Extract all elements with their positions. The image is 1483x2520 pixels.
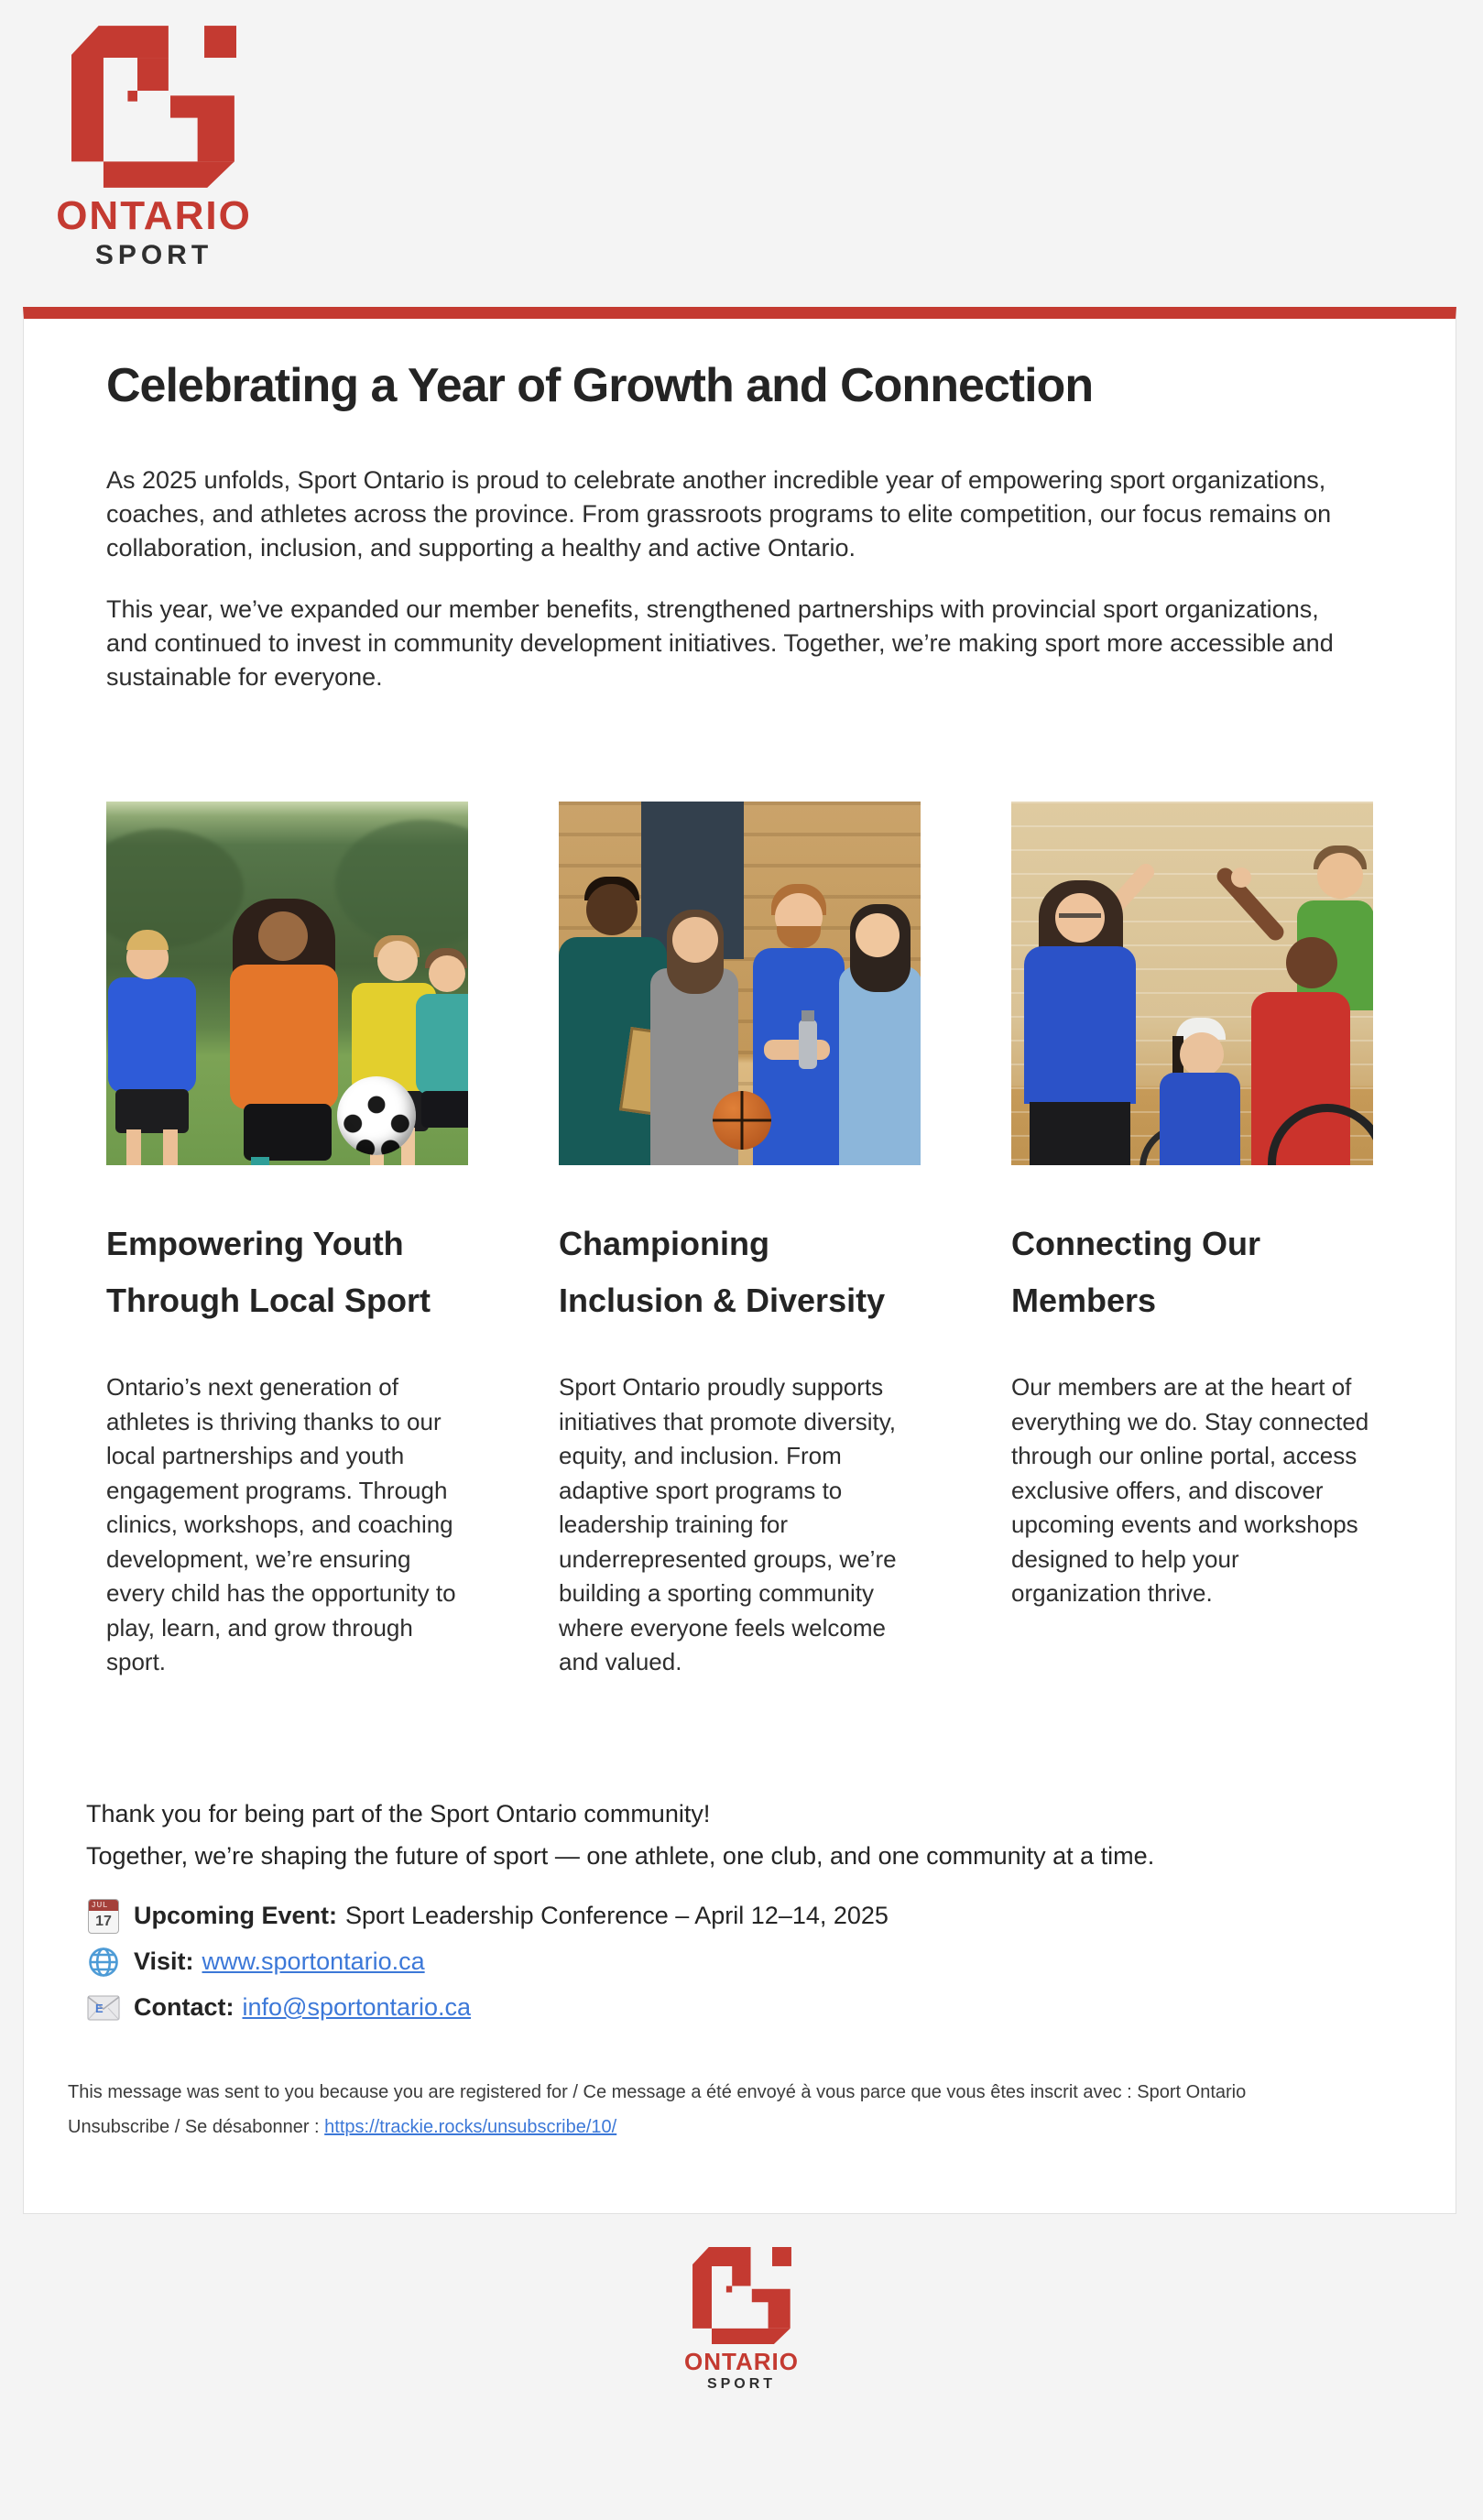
newsletter-card [23, 307, 1456, 2214]
info-label: Visit: [134, 1947, 194, 1975]
feature-columns [106, 802, 1373, 1680]
basketball-graphic [713, 1091, 771, 1150]
column-inclusion-diversity [559, 802, 921, 1680]
brand-wordmark-sub: SPORT [706, 2375, 777, 2392]
column-youth-sport [106, 802, 468, 1680]
column-heading: Connecting Our Members [1011, 1225, 1260, 1319]
column-connecting-members [1011, 802, 1373, 1680]
brand-logo [44, 26, 264, 272]
article-section [86, 358, 1393, 1680]
closing-message [86, 1793, 1393, 1877]
legal-footer-text [68, 2075, 1393, 2144]
info-text: Sport Leadership Conference – April 12–14, 2025 [345, 1902, 889, 1929]
brand-wordmark: ONTARIO [56, 193, 252, 238]
brand-wordmark-sub: SPORT [94, 240, 213, 270]
email-icon [86, 1995, 121, 2021]
info-label: Contact: [134, 1993, 234, 2021]
soccer-ball-graphic [337, 1076, 416, 1155]
info-line-upcoming-event [86, 1893, 1393, 1939]
column-body: Sport Ontario proudly supports initiatives that promote diversity, equity, and inclusion. From adaptive sport programs to leadership training for underrepresented groups, we’re building a sporting community where everyone feels welcome and valued. [559, 1373, 897, 1675]
visit-website-link[interactable]: www.sportontario.ca [202, 1947, 425, 1975]
legal-line: This message was sent to you because you are registered for / Ce message a été envoyé à vous parce que vous êtes inscrit avec : Sport Ontario [68, 2081, 1247, 2102]
sport-ontario-logo-mark-icon [71, 26, 236, 188]
intro-paragraph: This year, we’ve expanded our member benefits, strengthened partnerships with provincial sport organizations, and continued to invest in community development initiatives. Together, we’re making sport more accessible and sustainable for everyone. [106, 595, 1334, 691]
article-intro [106, 464, 1373, 694]
email-footer [0, 2214, 1483, 2394]
email-header [0, 0, 1483, 272]
legal-line [68, 2110, 1393, 2144]
globe-icon [86, 1946, 121, 1979]
column-heading: Empowering Youth Through Local Sport [106, 1225, 431, 1319]
column-heading: Championing Inclusion & Diversity [559, 1225, 886, 1319]
article-title: Celebrating a Year of Growth and Connection [106, 359, 1094, 412]
brand-wordmark: ONTARIO [684, 2347, 799, 2375]
svg-text:E: E [95, 2001, 104, 2015]
column-body: Ontario’s next generation of athletes is thriving thanks to our local partnerships and youth engagement programs. Through clinics, workshops, and coaching development, we’re ensuring every child has the opportunity to play, learn, and grow through sport. [106, 1373, 456, 1675]
info-lines [86, 1893, 1393, 2031]
unsubscribe-label: Unsubscribe / Se désabonner : [68, 2116, 325, 2137]
photo-coaches-in-gym [559, 802, 921, 1165]
photo-kids-playing-soccer [106, 802, 468, 1165]
footer-logo [0, 2247, 1483, 2394]
contact-email-link[interactable]: info@sportontario.ca [242, 1993, 472, 2021]
unsubscribe-link[interactable]: https://trackie.rocks/unsubscribe/10/ [324, 2116, 617, 2137]
calendar-icon: JUL 17 [86, 1899, 121, 1934]
closing-line: Together, we’re shaping the future of sport — one athlete, one club, and one community at a time. [86, 1841, 1155, 1870]
intro-paragraph: As 2025 unfolds, Sport Ontario is proud to celebrate another incredible year of empowering sport organizations, coaches, and athletes across the province. From grassroots programs to elite competition, our focus remains on collaboration, inclusion, and supporting a healthy and active Ontario. [106, 466, 1332, 562]
column-body: Our members are at the heart of everything we do. Stay connected through our online portal, access exclusive offers, and discover upcoming events and workshops designed to help your organization thrive. [1011, 1373, 1369, 1607]
closing-line: Thank you for being part of the Sport Ontario community! [86, 1799, 711, 1827]
photo-wheelchair-athletes-high-five [1011, 802, 1373, 1165]
info-label: Upcoming Event: [134, 1902, 338, 1929]
info-line-contact [86, 1985, 1393, 2031]
sport-ontario-logo-mark-icon [692, 2247, 791, 2344]
info-line-visit [86, 1939, 1393, 1985]
